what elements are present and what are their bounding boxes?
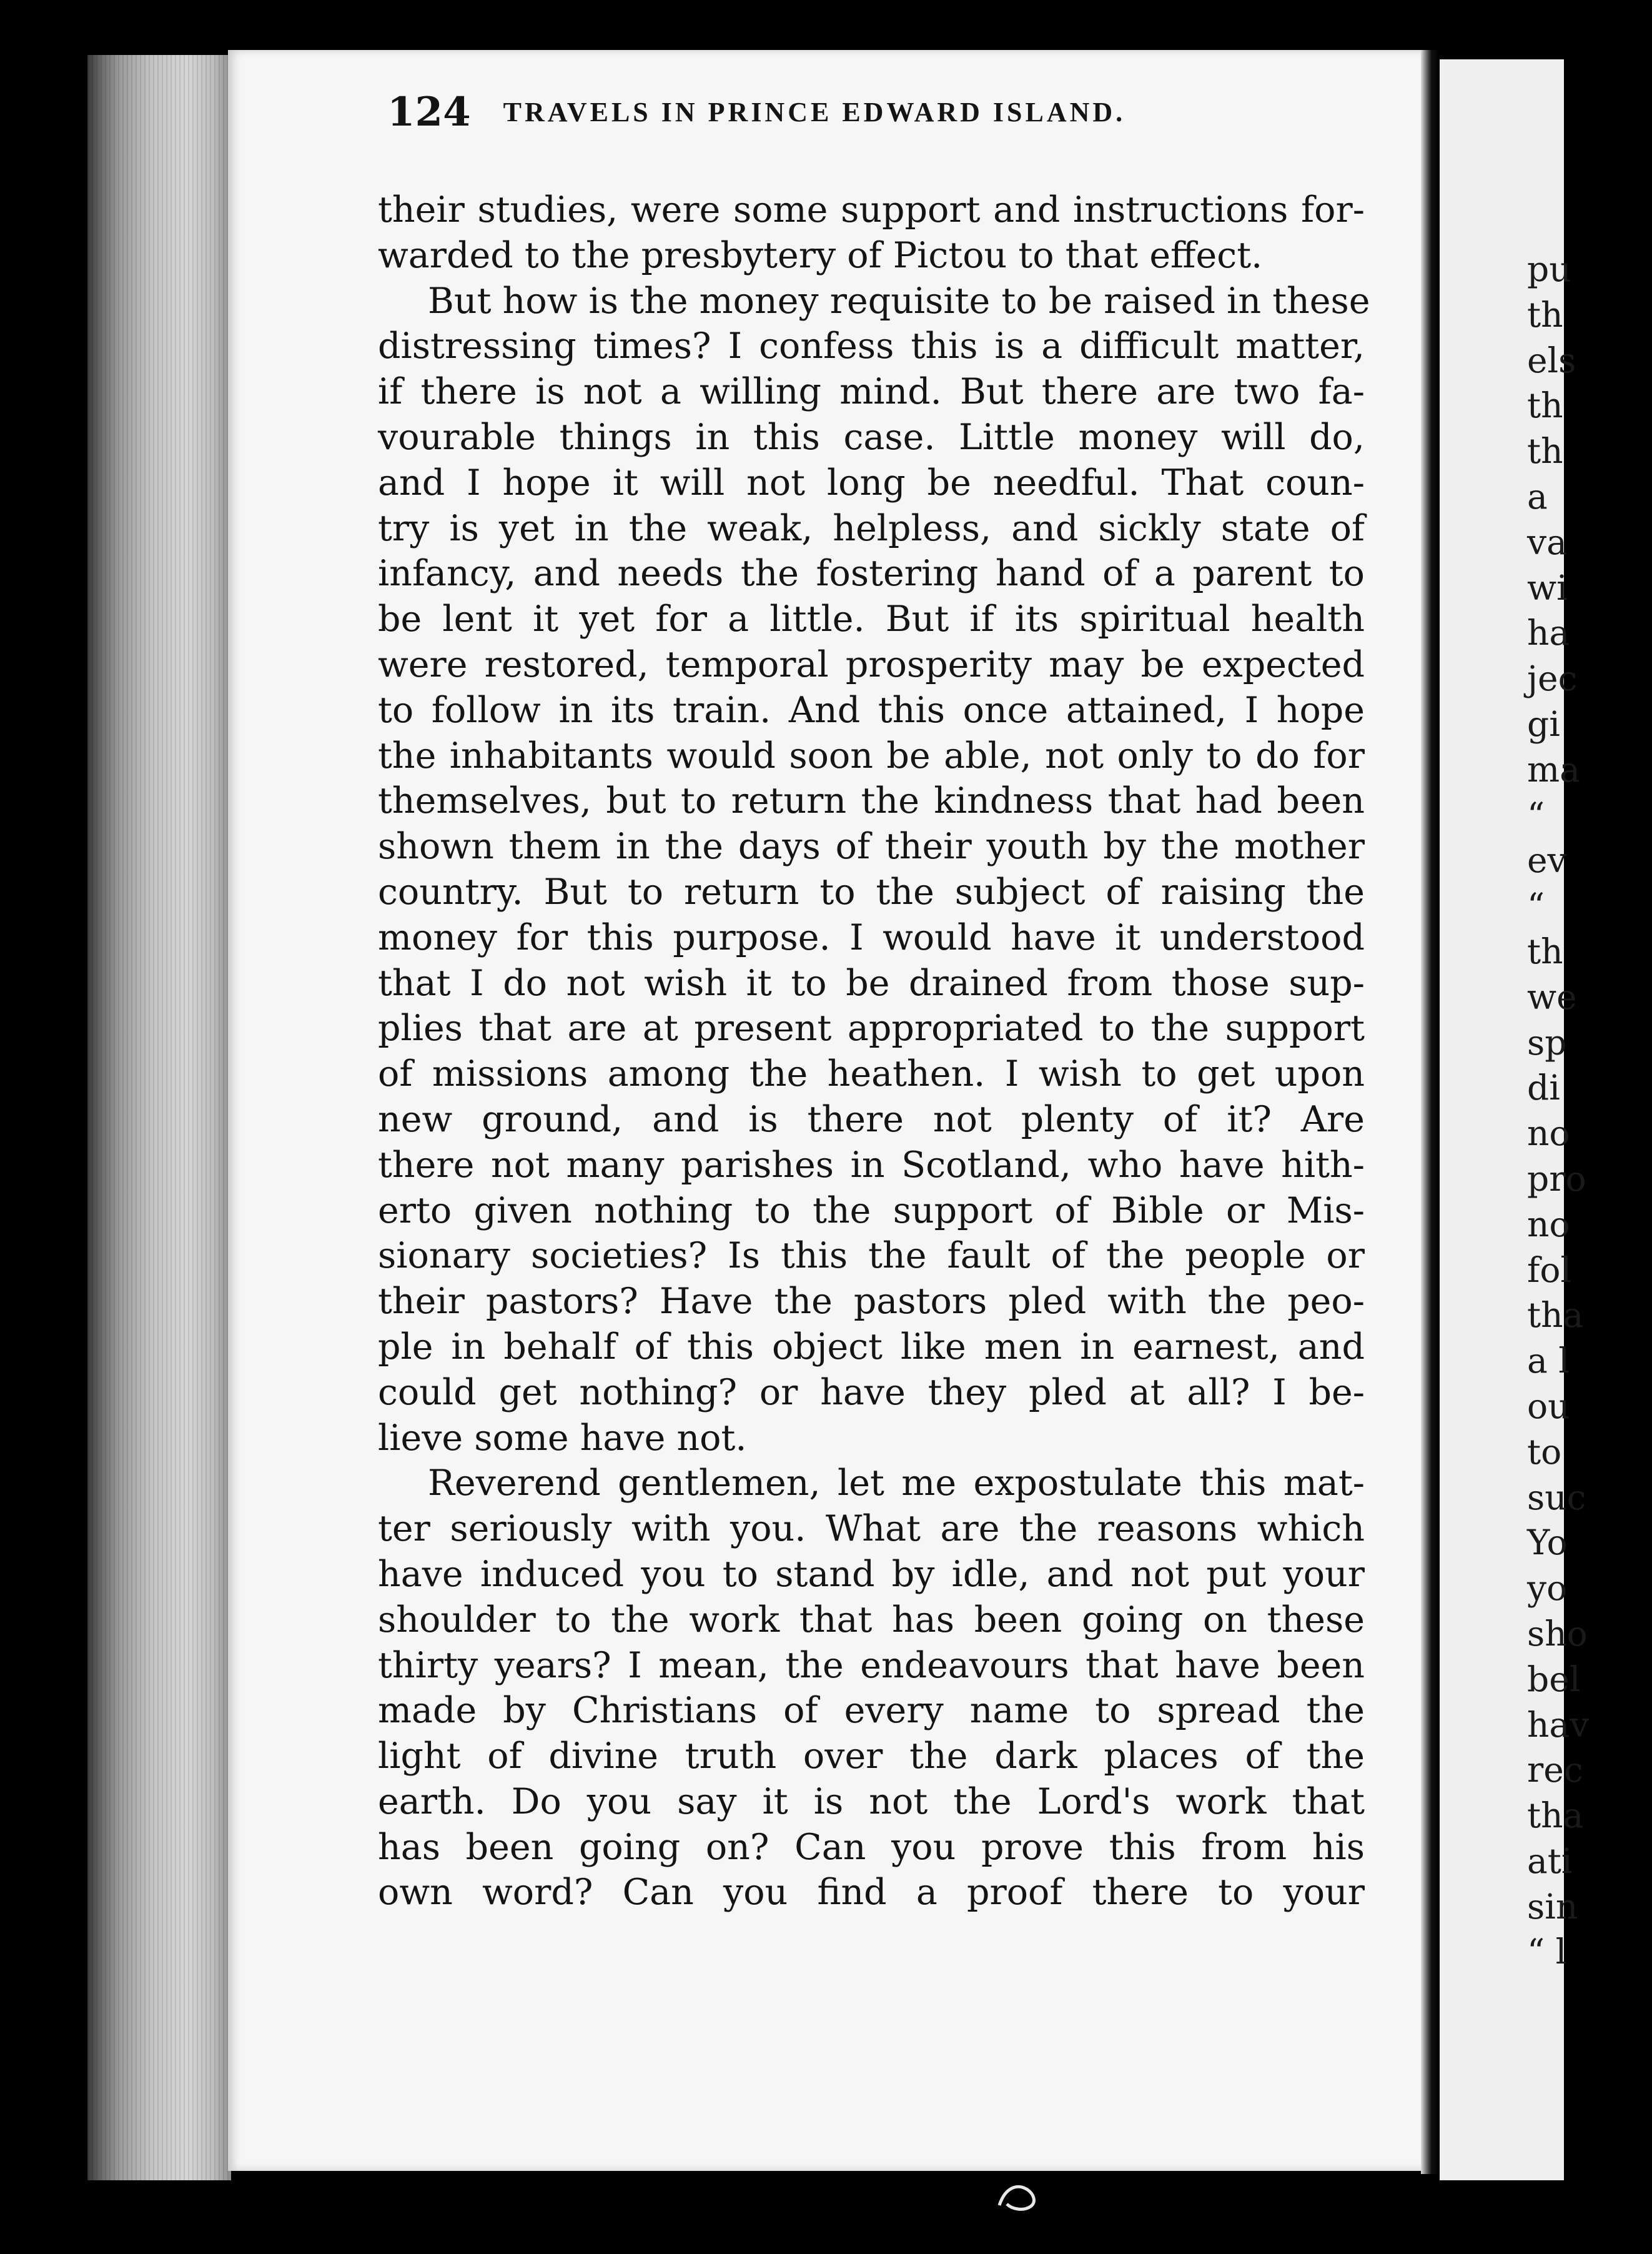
facing-line: fol	[1527, 1249, 1572, 1290]
text-line: their studies, were some support and instructions for-	[378, 189, 1365, 231]
facing-line: sin	[1527, 1886, 1578, 1927]
facing-line: suc	[1527, 1477, 1586, 1517]
facing-line: th	[1527, 294, 1563, 335]
text-line: shown them in the days of their youth by the mother	[378, 826, 1365, 868]
facing-line: gi	[1527, 703, 1560, 744]
text-line: vourable things in this case. Little money will do,	[378, 416, 1365, 458]
facing-line: jec	[1527, 658, 1578, 699]
text-line: erto given nothing to the support of Bible or Mis-	[378, 1189, 1365, 1231]
book-page-124	[228, 50, 1424, 2171]
text-line: country. But to return to the subject of raising the	[378, 871, 1365, 913]
facing-line: tha	[1527, 1295, 1584, 1336]
facing-line: a	[1527, 476, 1548, 517]
facing-line: “	[1527, 886, 1545, 926]
text-line: that I do not wish it to be drained from those sup-	[378, 962, 1365, 1004]
text-line: if there is not a willing mind. But there are two fa-	[378, 371, 1365, 413]
facing-line: pu	[1527, 249, 1571, 289]
text-line: new ground, and is there not plenty of it? Are	[378, 1098, 1365, 1140]
facing-line: Yo	[1527, 1522, 1568, 1563]
facing-line: no	[1527, 1204, 1570, 1244]
facing-line: sho	[1527, 1613, 1588, 1654]
text-line: warded to the presbytery of Pictou to that effect.	[378, 234, 1263, 276]
book-gutter	[1421, 50, 1440, 2174]
facing-line: wi	[1527, 567, 1568, 608]
facing-line: hav	[1527, 1704, 1590, 1745]
text-line: ple in behalf of this object like men in earnest, and	[378, 1326, 1365, 1368]
scan-mark	[993, 2168, 1068, 2218]
facing-line: bel	[1527, 1659, 1581, 1699]
text-line: could get nothing? or have they pled at all? I be-	[378, 1371, 1365, 1413]
text-line: thirty years? I mean, the endeavours that have been	[378, 1644, 1365, 1686]
text-line: were restored, temporal prosperity may be expected	[378, 643, 1365, 685]
text-line: there not many parishes in Scotland, who have hith-	[378, 1144, 1365, 1186]
text-line: made by Christians of every name to spread the	[378, 1690, 1365, 1732]
text-line: and I hope it will not long be needful. That coun-	[378, 462, 1365, 504]
text-line: the inhabitants would soon be able, not only to do for	[378, 735, 1365, 777]
facing-line: tha	[1527, 1795, 1584, 1836]
facing-line: th	[1527, 431, 1563, 472]
text-line: has been going on? Can you prove this from his	[378, 1826, 1365, 1868]
facing-line: yo	[1527, 1568, 1568, 1609]
text-line: own word? Can you find a proof there to your	[378, 1872, 1365, 1914]
text-line: be lent it yet for a little. But if its spiritual health	[378, 598, 1365, 640]
text-line: distressing times? I confess this is a difficult matter,	[378, 325, 1365, 367]
running-title: TRAVELS IN PRINCE EDWARD ISLAND.	[503, 97, 1126, 127]
text-line: money for this purpose. I would have it understood	[378, 916, 1365, 958]
facing-line: va	[1527, 522, 1567, 562]
facing-line: ha	[1527, 613, 1570, 653]
text-line: ter seriously with you. What are the reasons which	[378, 1508, 1365, 1550]
text-line: try is yet in the weak, helpless, and sickly state of	[378, 507, 1365, 549]
text-line: infancy, and needs the fostering hand of a parent to	[378, 553, 1365, 595]
facing-line: we	[1527, 976, 1577, 1017]
facing-line: sp	[1527, 1022, 1567, 1063]
facing-line: a l	[1527, 1341, 1570, 1381]
facing-line: pro	[1527, 1158, 1586, 1199]
text-line: themselves, but to return the kindness that had been	[378, 780, 1365, 822]
facing-line: ma	[1527, 749, 1580, 790]
text-line: to follow in its train. And this once attained, I hope	[378, 689, 1365, 731]
facing-page-text	[1527, 247, 1652, 1975]
text-line: earth. Do you say it is not the Lord's work that	[378, 1780, 1365, 1822]
text-line: But how is the money requisite to be raised in these	[428, 280, 1370, 322]
facing-line: ou	[1527, 1386, 1570, 1426]
text-line: plies that are at present appropriated to the support	[378, 1008, 1365, 1050]
facing-line: th	[1527, 385, 1563, 426]
facing-line: “ l	[1527, 1932, 1567, 1972]
page-number: 124	[387, 89, 471, 136]
text-line: of missions among the heathen. I wish to get upon	[378, 1053, 1365, 1095]
facing-line: th	[1527, 931, 1563, 971]
running-head	[387, 89, 1362, 151]
facing-line: ati	[1527, 1840, 1573, 1881]
text-line: light of divine truth over the dark places of the	[378, 1735, 1365, 1777]
body-text	[378, 187, 1370, 1915]
facing-line: rec	[1527, 1750, 1583, 1790]
facing-line: to	[1527, 1431, 1562, 1472]
text-line: shoulder to the work that has been going on these	[378, 1599, 1365, 1641]
text-line: their pastors? Have the pastors pled with the peo-	[378, 1281, 1365, 1323]
facing-line: no	[1527, 1113, 1570, 1154]
facing-line: “	[1527, 795, 1545, 835]
text-line: sionary societies? Is this the fault of the people or	[378, 1235, 1365, 1277]
book-page-edge	[87, 55, 231, 2180]
facing-line: els	[1527, 340, 1576, 380]
facing-line: ev	[1527, 840, 1567, 881]
facing-page	[1440, 59, 1590, 2180]
text-line: Reverend gentlemen, let me expostulate this mat-	[428, 1462, 1365, 1504]
facing-line: di	[1527, 1068, 1560, 1108]
text-line: lieve some have not.	[378, 1417, 747, 1459]
text-line: have induced you to stand by idle, and not put your	[378, 1553, 1365, 1595]
